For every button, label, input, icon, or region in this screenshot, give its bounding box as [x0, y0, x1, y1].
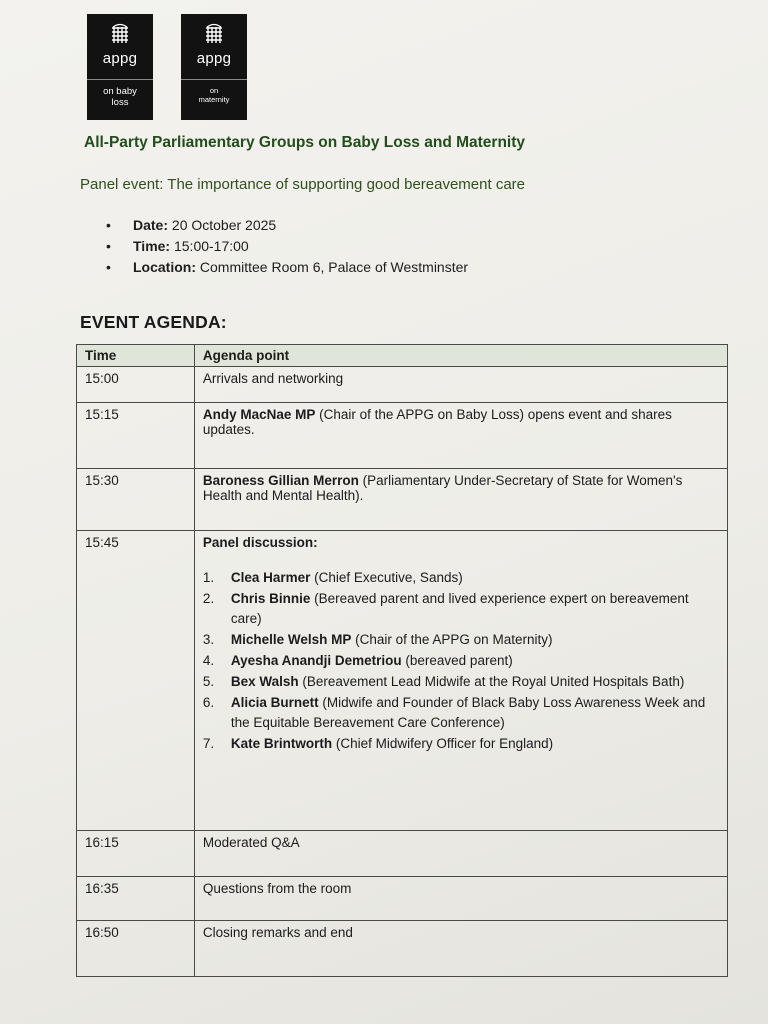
logo-subtitle-line: maternity	[198, 95, 230, 104]
row-time: 16:50	[77, 921, 195, 977]
panel-number: 4.	[202, 653, 215, 668]
row-speaker: Andy MacNae MP	[202, 407, 316, 422]
panel-number: 1.	[202, 570, 215, 585]
row-agenda-point	[194, 531, 727, 831]
list-item	[203, 672, 719, 692]
panel-number: 3.	[202, 632, 215, 647]
row-description: Arrivals and networking	[202, 371, 344, 386]
table-row	[77, 469, 728, 531]
logo-subtitle-line: on	[209, 86, 219, 95]
panel-number: 5.	[202, 674, 215, 689]
time-column-header: Time	[77, 345, 195, 367]
panel-number: 6.	[202, 695, 215, 710]
portcullis-icon	[203, 22, 225, 44]
portcullis-icon	[109, 22, 131, 44]
appg-baby-loss-logo	[87, 14, 153, 120]
table-row	[77, 403, 728, 469]
logo-group	[87, 14, 247, 120]
logo-divider	[87, 79, 153, 80]
panelist-role: (Bereavement Lead Midwife at the Royal United Hospitals Bath)	[298, 674, 685, 689]
panel-number: 7.	[202, 736, 215, 751]
list-item	[203, 693, 719, 733]
row-description: Questions from the room	[202, 881, 352, 896]
agenda-header-row	[77, 345, 728, 367]
row-agenda-point	[194, 831, 727, 877]
document-heading: All-Party Parliamentary Groups on Baby Loss and Maternity	[84, 134, 526, 151]
detail-label: Time:	[133, 238, 171, 254]
row-agenda-point	[194, 921, 727, 977]
event-subheading: Panel event: The importance of supporting good bereavement care	[80, 176, 526, 193]
panelist-name: Chris Binnie	[230, 591, 311, 606]
logo-word: appg	[196, 50, 232, 67]
detail-value: Committee Room 6, Palace of Westminster	[199, 259, 469, 275]
row-time: 15:15	[77, 403, 195, 469]
row-time: 16:35	[77, 877, 195, 921]
panel-list	[203, 568, 719, 754]
row-agenda-point	[194, 469, 727, 531]
row-description: Moderated Q&A	[202, 835, 300, 850]
event-time	[106, 236, 468, 257]
event-date	[106, 215, 468, 236]
panelist-name: Michelle Welsh MP	[230, 632, 352, 647]
logo-subtitle-line: loss	[111, 97, 129, 108]
agenda-table	[76, 344, 728, 977]
table-row	[77, 531, 728, 831]
list-item	[203, 734, 719, 754]
event-details-list	[106, 215, 468, 278]
agenda-point-column-header: Agenda point	[194, 345, 727, 367]
panelist-role: (Chief Midwifery Officer for England)	[332, 736, 554, 751]
row-speaker: Baroness Gillian Merron	[202, 473, 359, 488]
panelist-name: Alicia Burnett	[230, 695, 319, 710]
logo-divider	[181, 79, 247, 80]
table-row	[77, 877, 728, 921]
panelist-role: (Bereaved parent and lived experience expert on bereavement care)	[230, 591, 689, 626]
logo-subtitle-line: on baby	[103, 86, 137, 97]
row-description: Closing remarks and end	[202, 925, 353, 940]
appg-maternity-logo	[181, 14, 247, 120]
panelist-name: Bex Walsh	[230, 674, 299, 689]
row-description: (Parliamentary Under-Secretary of State for Women's Health and Mental Health).	[202, 473, 683, 503]
list-item	[203, 630, 719, 650]
logo-subtitle	[103, 86, 137, 108]
row-description: (Chair of the APPG on Baby Loss) opens event and shares updates.	[202, 407, 672, 437]
agenda-title: EVENT AGENDA:	[80, 312, 227, 332]
logo-subtitle	[199, 86, 230, 104]
panel-number: 2.	[202, 591, 215, 606]
row-time: 15:45	[77, 531, 195, 831]
panelist-name: Kate Brintworth	[230, 736, 333, 751]
row-agenda-point	[194, 403, 727, 469]
list-item	[203, 568, 719, 588]
panelist-role: (bereaved parent)	[401, 653, 513, 668]
panelist-role: (Midwife and Founder of Black Baby Loss Awareness Week and the Equitable Bereavement Care Conference)	[230, 695, 706, 730]
row-agenda-point	[194, 877, 727, 921]
panelist-role: (Chair of the APPG on Maternity)	[351, 632, 553, 647]
detail-label: Location:	[133, 259, 196, 275]
row-time: 15:30	[77, 469, 195, 531]
logo-word: appg	[102, 50, 138, 67]
table-row	[77, 831, 728, 877]
list-item	[203, 589, 719, 629]
table-row	[77, 367, 728, 403]
list-item	[203, 651, 719, 671]
table-row	[77, 921, 728, 977]
panel-discussion-label: Panel discussion:	[202, 535, 318, 550]
row-time: 15:00	[77, 367, 195, 403]
event-location	[106, 257, 468, 278]
detail-value: 20 October 2025	[171, 217, 277, 233]
detail-value: 15:00-17:00	[173, 238, 249, 254]
row-agenda-point	[194, 367, 727, 403]
detail-label: Date:	[133, 217, 169, 233]
panelist-name: Clea Harmer	[230, 570, 311, 585]
panelist-name: Ayesha Anandji Demetriou	[230, 653, 402, 668]
panelist-role: (Chief Executive, Sands)	[310, 570, 463, 585]
row-time: 16:15	[77, 831, 195, 877]
